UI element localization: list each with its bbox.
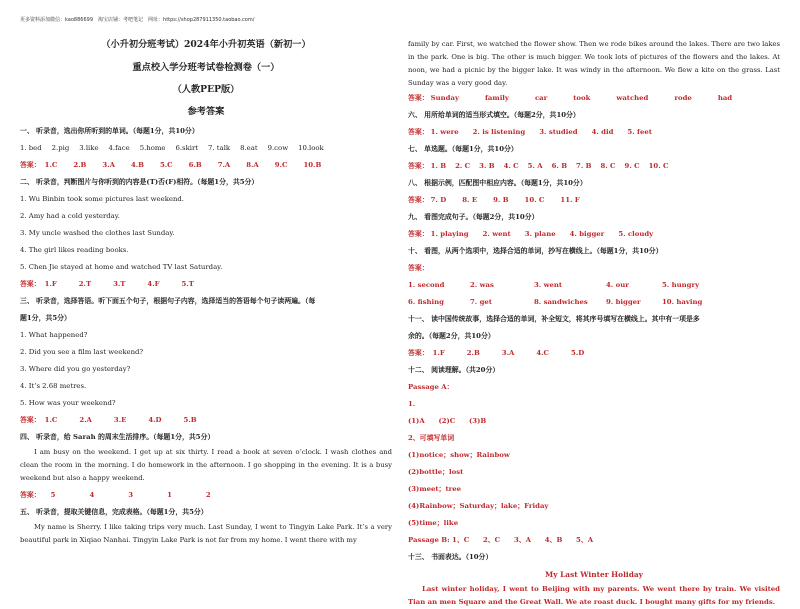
section-3-line: 5. How was your weekend? <box>20 399 116 407</box>
answer-item: 1. playing <box>430 230 469 238</box>
answer-item: 4.C <box>536 349 550 357</box>
section-10-answers-row1 <box>408 277 780 294</box>
answer-item: 5. cloudy <box>618 230 654 238</box>
answer-item: 6.B <box>188 161 202 169</box>
doc-title-edition: （人教PEP版） <box>172 84 240 95</box>
section-10-answers-row2 <box>408 294 780 311</box>
answer-label: 答案： <box>20 491 41 499</box>
section-4-passage: I am busy on the weekend. I get up at six thirty. I read a book at seven o’clock. I wash clothes and clean the room in the morning. I do homework in the afternoon. I go shopping in the evening. It is a busy weekend but also a happy weekend. <box>20 448 392 482</box>
answer-item: 9. bigger <box>606 298 641 306</box>
answer-item: 8. C <box>600 162 616 170</box>
section-9-answers <box>408 226 780 243</box>
answer-item: 5.T <box>181 280 194 288</box>
answer-item: 4.B <box>130 161 144 169</box>
answer-item: 3. B <box>479 162 495 170</box>
answer-item: 5. feet <box>627 128 652 136</box>
answer-item: 11. F <box>560 196 580 204</box>
answer-item: 1.F <box>44 280 57 288</box>
answer-item: 5.D <box>571 349 585 357</box>
answer-item: 6. B <box>551 162 568 170</box>
section-3-heading-b: 题1分，共5分） <box>20 314 71 322</box>
section-10-answer-label: 答案： <box>408 264 429 272</box>
answer-item: 7.A <box>217 161 231 169</box>
part-2-label: 2、可填写单词 <box>408 434 455 442</box>
answer-item: 1.C <box>44 416 58 424</box>
section-9-heading: 九、 看图完成句子。（每题2分，共10分） <box>408 213 539 221</box>
section-5-answers <box>408 90 780 107</box>
answer-item: 3. went <box>534 281 563 289</box>
answer-item: 7. get <box>470 298 492 306</box>
answer-item: 9. C <box>624 162 640 170</box>
answer-label: 答案： <box>408 230 429 238</box>
word-item: 9.cow <box>267 144 289 152</box>
section-3-line: 4. It’s 2.68 metres. <box>20 382 87 390</box>
answer-item: 10. having <box>662 298 703 306</box>
answer-item: 1.C <box>44 161 58 169</box>
answer-item: 3. plane <box>524 230 556 238</box>
answer-item: 4. did <box>591 128 614 136</box>
answer-item: 8. E <box>462 196 478 204</box>
essay-body: Last winter holiday, I went to Beijing with my parents. We went there by train. We visited Tian an men Square and the Great Wall. We ate roast duck. I bought many gifts for my friends. <box>408 585 780 606</box>
doc-title-line2: 重点校入学分班考试卷检测卷（一） <box>132 62 280 73</box>
section-10-heading: 十、 看图，从两个选项中，选择合适的单词，抄写在横线上。（每题1分，共10分） <box>408 247 663 255</box>
answer-item: 9. B <box>493 196 509 204</box>
essay-title: My Last Winter Holiday <box>545 570 643 579</box>
section-3-line: 2. Did you see a film last weekend? <box>20 348 144 356</box>
answer-item: 5. A <box>527 162 543 170</box>
part-2-item: (2)bottle；lost <box>408 468 464 476</box>
passage-a-label: Passage A： <box>408 383 454 391</box>
answer-item: 2.B <box>73 161 87 169</box>
section-4-heading: 四、 听录音，给 Sarah 的周末生活排序。（每题1分，共5分） <box>20 433 215 441</box>
section-1-heading: 一、 听录音，选出你所听到的单词。（每题1分，共10分） <box>20 127 199 135</box>
answer-label: 答案： <box>408 349 429 357</box>
answer-item: 1. were <box>430 128 459 136</box>
answer-item: 4. C <box>503 162 519 170</box>
answer-item: 9.C <box>274 161 288 169</box>
answer-item: 8.A <box>246 161 259 169</box>
word-item: 6.skirt <box>175 144 199 152</box>
answer-item: 4.F <box>147 280 160 288</box>
section-11-answers <box>408 345 780 362</box>
section-2-line: 1. Wu Binbin took some pictures last weekend. <box>20 195 184 203</box>
answer-label: 答案： <box>408 94 429 102</box>
answer-item: 2.T <box>78 280 92 288</box>
answer-item: 5.B <box>183 416 197 424</box>
answer-item: family <box>484 94 509 102</box>
section-8-answers <box>408 192 780 209</box>
answer-item: 3.E <box>113 416 127 424</box>
answer-item: 2. was <box>470 281 494 289</box>
section-2-heading: 二、 听录音，判断图片与你听到的内容是(T)否(F)相符。（每题1分，共5分） <box>20 178 259 186</box>
word-item: 10.look <box>298 144 324 152</box>
answer-item: 2 <box>205 491 211 499</box>
section-1-words <box>20 140 392 157</box>
word-item: 7. talk <box>208 144 231 152</box>
answer-item: 3.T <box>113 280 126 288</box>
section-3-answers <box>20 412 392 429</box>
section-7-answers <box>408 158 780 175</box>
answer-item: 2. C <box>455 162 471 170</box>
word-item: 4.face <box>108 144 130 152</box>
doc-title-answers: 参考答案 <box>187 106 225 117</box>
section-3-heading-a: 三、 听录音，选择答语。听下面五个句子，根据句子内容，选择适当的答语每个句子读两遍。（每 <box>20 297 316 305</box>
word-item: 1. bed <box>20 144 42 152</box>
answer-item: 2.B <box>466 349 480 357</box>
doc-title-line1: （小升初分班考试）2024年小升初英语（新初一） <box>101 39 311 50</box>
answer-item: 4.D <box>148 416 162 424</box>
section-3-line: 1. What happened? <box>20 331 88 339</box>
answer-item: 4. bigger <box>569 230 605 238</box>
answer-item: 3 <box>128 491 134 499</box>
answer-item: 7. D <box>430 196 447 204</box>
word-item: 2.pig <box>51 144 70 152</box>
answer-item: 10.B <box>303 161 322 169</box>
answer-item: 1 <box>167 491 172 499</box>
section-1-answers <box>20 157 392 174</box>
answer-item: 4. our <box>606 281 629 289</box>
answer-item: rode <box>674 94 692 102</box>
section-2-line: 4. The girl likes reading books. <box>20 246 129 254</box>
part-1-label: 1. <box>408 400 416 408</box>
answer-item: 1.F <box>432 349 445 357</box>
answer-label: 答案： <box>408 128 429 136</box>
answer-item: 4 <box>89 491 95 499</box>
answer-item: 5 <box>50 491 56 499</box>
right-column <box>408 38 780 609</box>
section-2-line: 5. Chen Jie stayed at home and watched TV last Saturday. <box>20 263 223 271</box>
passage-b-answers: Passage B: 1、C 2、C 3、A 4、B 5、A <box>408 536 594 544</box>
answer-item: 10. C <box>524 196 545 204</box>
answer-item: 2.A <box>79 416 92 424</box>
answer-item: 2. went <box>482 230 511 238</box>
section-11-heading-b: 余的。（每题2分，共10分） <box>408 332 495 340</box>
section-6-answers <box>408 124 780 141</box>
answer-label: 答案： <box>408 162 429 170</box>
answer-item: 5. hungry <box>662 281 700 289</box>
answer-item: 10. C <box>648 162 669 170</box>
section-3-line: 3. Where did you go yesterday? <box>20 365 131 373</box>
section-2-line: 2. Amy had a cold yesterday. <box>20 212 120 220</box>
section-2-line: 3. My uncle washed the clothes last Sunday. <box>20 229 175 237</box>
answer-item: took <box>573 94 591 102</box>
section-7-heading: 七、 单选题。（每题1分，共10分） <box>408 145 518 153</box>
answer-label: 答案： <box>20 161 41 169</box>
left-column <box>20 36 392 547</box>
page-header-note: 更多资料添加微信：kao886699 淘宝店铺：考吧笔记 网址：https://shop287911350.taobao.com/ <box>20 17 255 23</box>
answer-item: Sunday <box>430 94 459 102</box>
part-2-item: (4)Rainbow；Saturday；lake；Friday <box>408 502 549 510</box>
answer-item: 6. fishing <box>408 298 444 306</box>
part-1-answers: (1)A (2)C (3)B <box>408 417 487 425</box>
answer-item: 3.A <box>102 161 115 169</box>
part-2-item: (5)time；like <box>408 519 459 527</box>
section-8-heading: 八、 根据示例，匹配图中相应内容。（每题1分，共10分） <box>408 179 587 187</box>
answer-item: 5.C <box>159 161 173 169</box>
answer-label: 答案： <box>408 196 429 204</box>
answer-item: 1. second <box>408 281 445 289</box>
section-13-heading: 十三、 书面表达。（10分） <box>408 553 493 561</box>
answer-item: 2. is listening <box>472 128 526 136</box>
word-item: 8.eat <box>240 144 258 152</box>
section-2-answers <box>20 276 392 293</box>
answer-item: 3.A <box>501 349 515 357</box>
part-2-item: (3)meet；tree <box>408 485 462 493</box>
answer-item: 7. B <box>576 162 592 170</box>
section-5-passage-start: My name is Sherry. I like taking trips very much. Last Sunday, I went to Tingyin Lake Park. It’s a very beautiful park in Xiqiao Nanhai. Tingyin Lake Park is not far from my home. I went there with my <box>20 523 392 544</box>
part-2-item: (1)notice；show；Rainbow <box>408 451 510 459</box>
word-item: 3.like <box>79 144 99 152</box>
answer-item: car <box>534 94 548 102</box>
answer-label: 答案： <box>20 280 41 288</box>
section-11-heading-a: 十一、 读中国传统故事，选择合适的单词，补全短文，将其序号填写在横线上。其中有一项是多 <box>408 315 700 323</box>
word-item: 5.home <box>139 144 166 152</box>
section-4-answers <box>20 487 392 504</box>
answer-item: watched <box>616 94 649 102</box>
section-5-passage-end: family by car. First, we watched the flower show. Then we rode bikes around the lakes. There are two lakes in the park. One is big. The other is much bigger. We took lots of pictures of the flowers and the lakes. At noon, we had a picnic by the bigger lake. It was windy in the afternoon. We flew a kite on the grass. Last Sunday was a very good day. <box>408 40 780 87</box>
section-6-heading: 六、 用所给单词的适当形式填空。（每题2分，共10分） <box>408 111 580 119</box>
answer-label: 答案： <box>20 416 41 424</box>
section-5-heading: 五、 听录音，提取关键信息，完成表格。（每题1分，共5分） <box>20 508 208 516</box>
answer-item: 3. studied <box>539 128 578 136</box>
answer-item: 8. sandwiches <box>534 298 588 306</box>
answer-item: had <box>717 94 733 102</box>
section-12-heading: 十二、 阅读理解。（共20分） <box>408 366 500 374</box>
answer-item: 1. B <box>430 162 447 170</box>
